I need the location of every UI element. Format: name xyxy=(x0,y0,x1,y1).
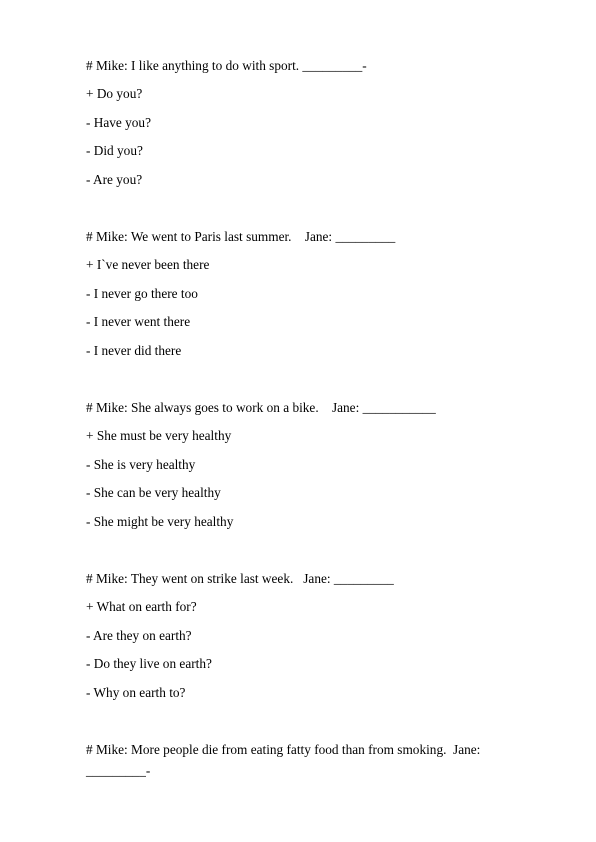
question-3-option-2: - She is very healthy xyxy=(86,457,196,472)
question-1-option-2: - Have you? xyxy=(86,115,151,130)
question-2-option-1: + I`ve never been there xyxy=(86,257,210,272)
question-4-option-1: + What on earth for? xyxy=(86,599,197,614)
question-3-option-3: - She can be very healthy xyxy=(86,485,221,500)
question-1-option-1: + Do you? xyxy=(86,86,143,101)
question-3-option-4: - She might be very healthy xyxy=(86,514,234,529)
question-1-option-3: - Did you? xyxy=(86,143,143,158)
question-5-prompt: # Mike: More people die from eating fatty food than from smoking. Jane: xyxy=(86,742,481,757)
question-2-option-3: - I never went there xyxy=(86,314,191,329)
question-1-option-4: - Are you? xyxy=(86,172,143,187)
question-2-prompt: # Mike: We went to Paris last summer. Jane: _________ xyxy=(86,229,396,244)
question-3-prompt: # Mike: She always goes to work on a bike. Jane: ___________ xyxy=(86,400,436,415)
question-4-option-2: - Are they on earth? xyxy=(86,628,192,643)
question-2-option-4: - I never did there xyxy=(86,343,182,358)
question-4-option-3: - Do they live on earth? xyxy=(86,656,212,671)
question-1-prompt: # Mike: I like anything to do with sport. _________- xyxy=(86,58,367,73)
question-5-continuation: _________- xyxy=(86,763,151,778)
question-2-option-2: - I never go there too xyxy=(86,286,198,301)
question-4-option-4: - Why on earth to? xyxy=(86,685,186,700)
question-3-option-1: + She must be very healthy xyxy=(86,428,232,443)
question-4-prompt: # Mike: They went on strike last week. Jane: _________ xyxy=(86,571,394,586)
